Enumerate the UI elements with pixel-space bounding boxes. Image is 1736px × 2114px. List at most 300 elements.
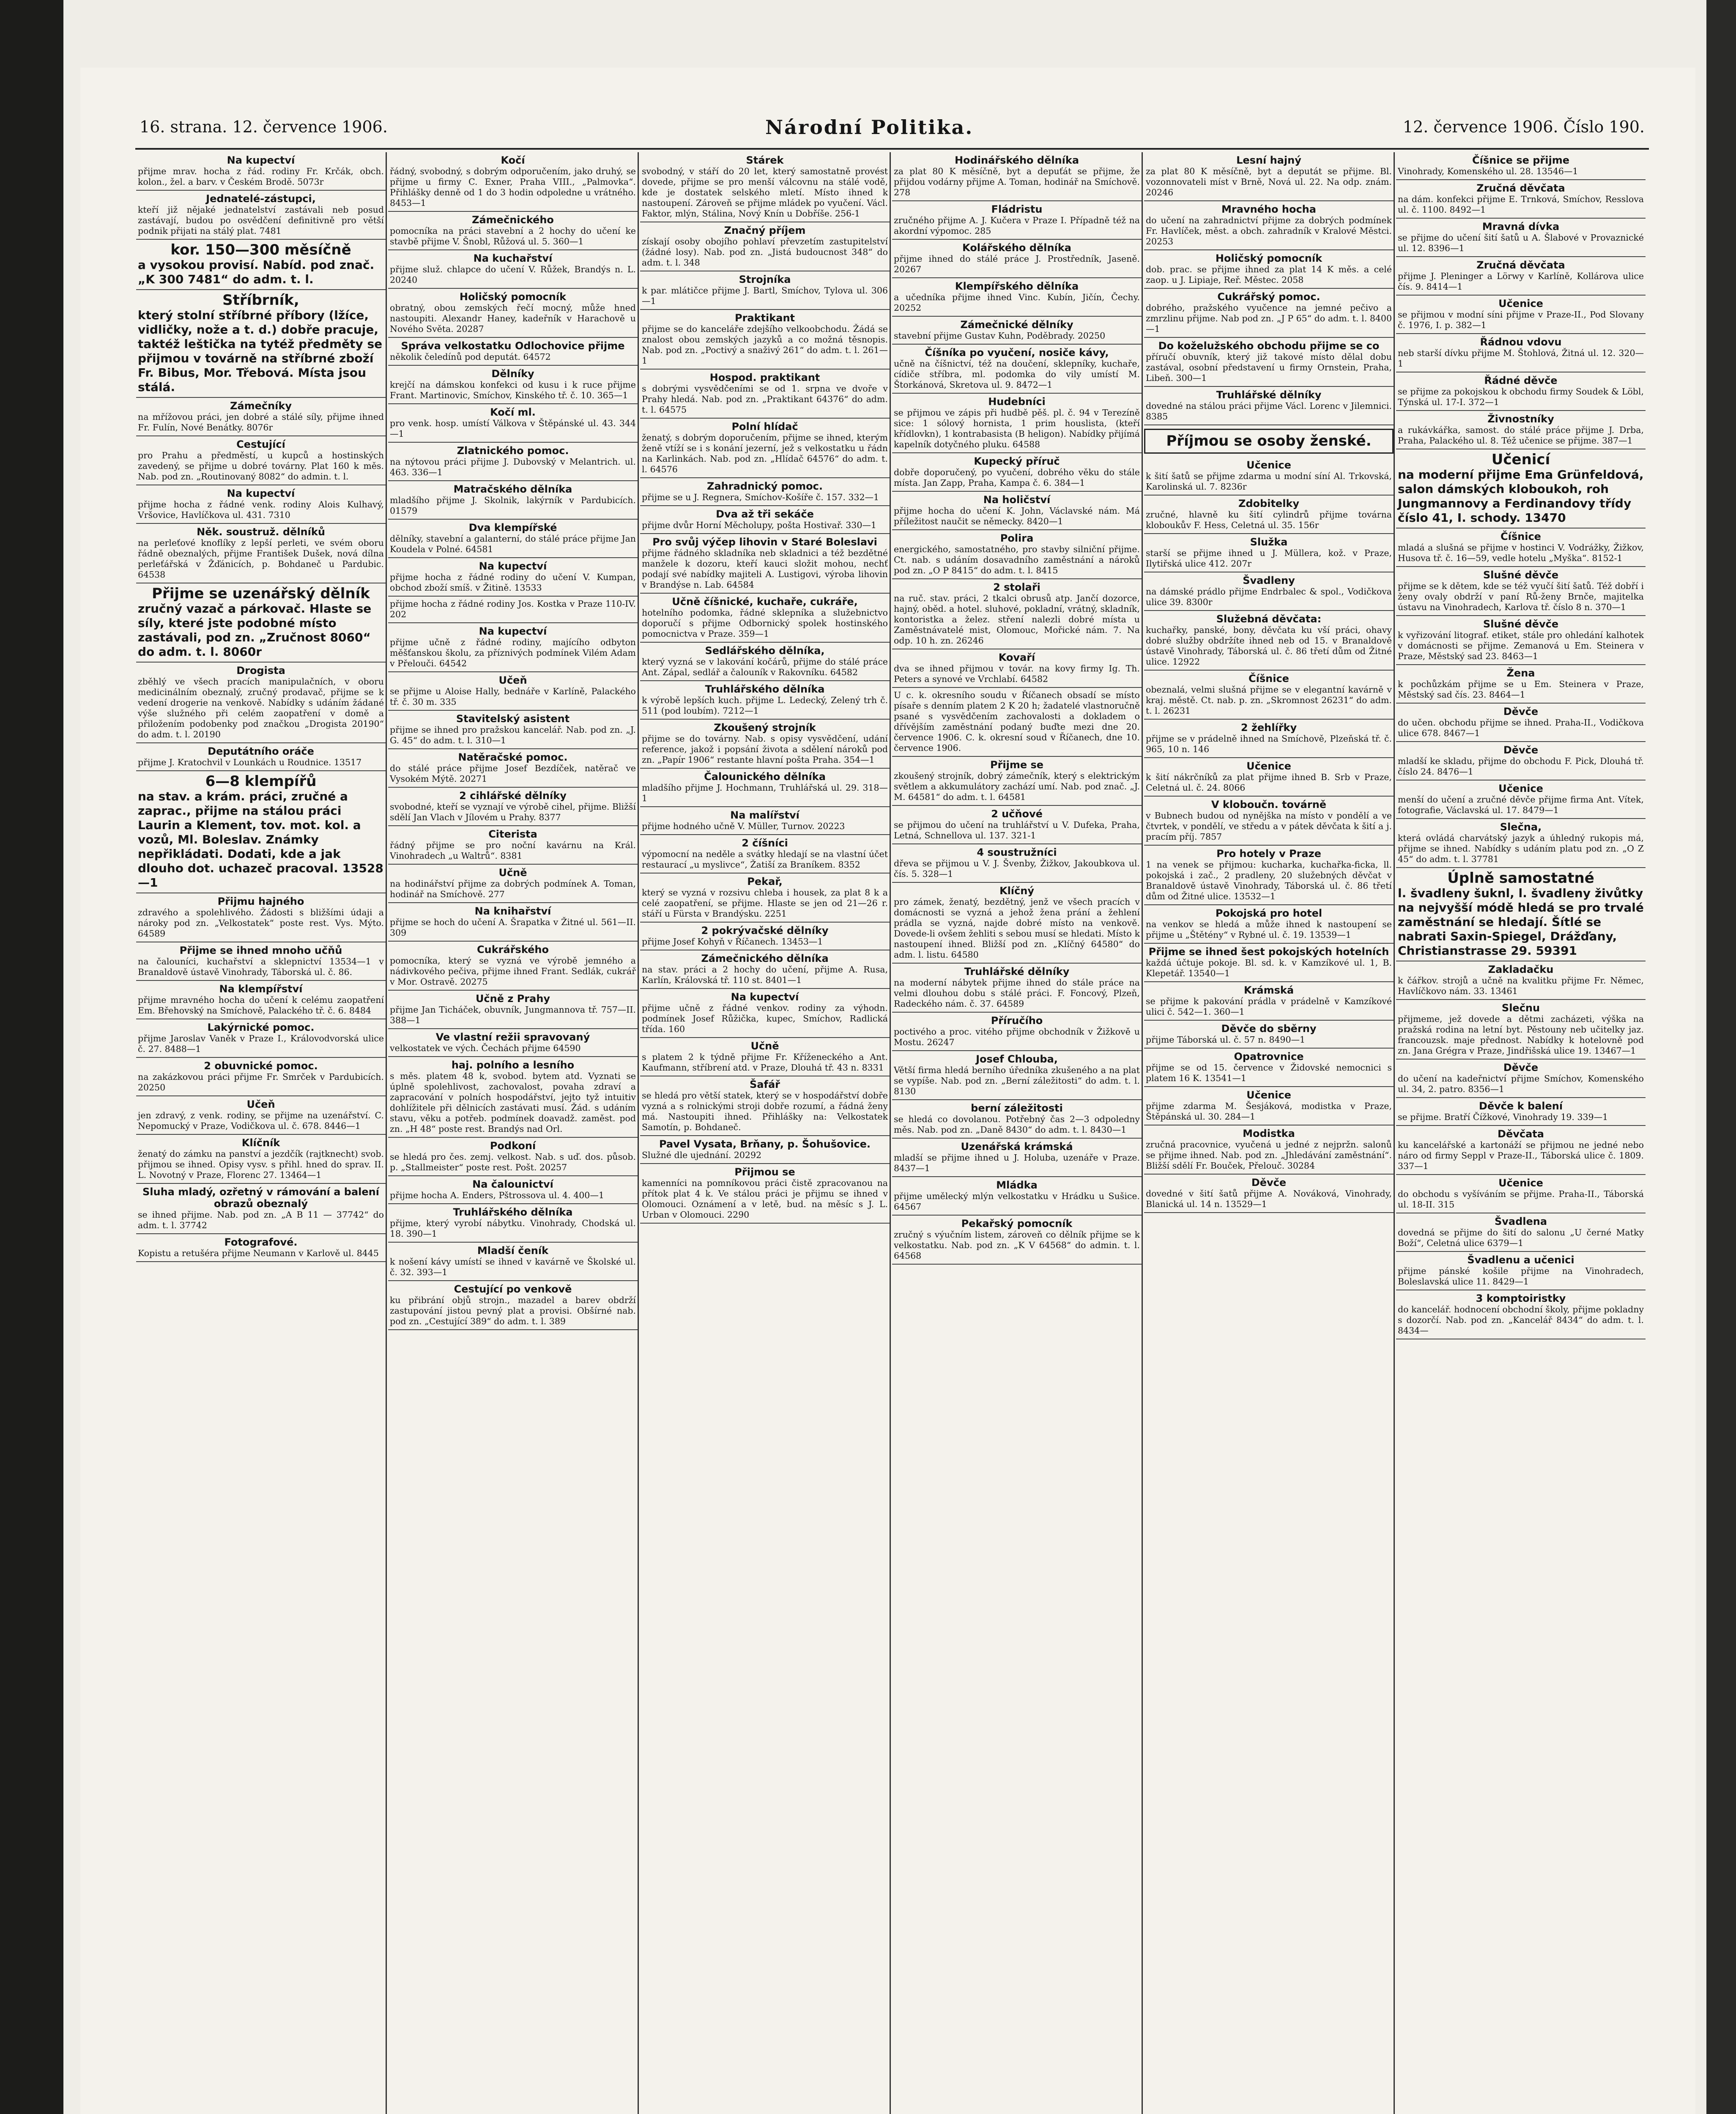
classified-ad [1144,758,1394,797]
classified-ad [1396,180,1646,219]
ad-heading: Zručná děvčata [1476,182,1565,194]
ad-heading: Klíčník [241,1137,280,1149]
ad-body: se přijmou ve zápis při hudbě pěš. pl. č. 94 v Terezíně sice: 1 sólový hornista, 1 prim houslista, (kteří křídlovkn), 1 kontrabasista (B heligon). Nabídky přijímá kapelník dotyčného pluku. 64588 [894,408,1140,449]
ad-body: přijme řádného skladníka neb skladnici a též bezdětné manžele k dozoru, kteří kauci složit mohou, nechť podají své nabídky majiteli A. Lustigovi, výroba lihovin v Brandýse n. Lab. 64584 [642,548,888,590]
ad-heading: Služka [1250,536,1288,548]
ad-heading: Polní hlídač [731,421,798,433]
ad-body: do obchodu s vyšíváním se přijme. Praha-II., Táborská ul. 18-II. 315 [1398,1189,1644,1210]
classified-ad [892,688,1142,757]
ad-body: dva se ihned přijmou v továr. na kovy firmy Ig. Th. Peters a synové ve Vrchlabí. 64582 [894,663,1140,684]
ad-body: mladšího přijme J. Hochmann, Truhlářská ul. 29. 318—1 [642,783,888,803]
ad-body: přijme Táborská ul. č. 57 n. 8490—1 [1146,1035,1306,1045]
classified-ad [136,1019,386,1058]
ad-body: k par. mlátičce přijme J. Bartl, Smíchov, Tylova ul. 306—1 [642,285,888,306]
ad-heading: Příjmou se osoby ženské. [1166,433,1372,449]
ad-heading: Na klempířství [219,983,303,995]
classified-ad [136,743,386,771]
ad-heading: 2 stolaři [993,581,1041,593]
classified-ad [640,950,890,989]
classified-ad [136,583,386,663]
classified-ad [640,534,890,594]
ad-body: přijme zdarma M. Šesjáková, modistka v Praze, Štěpánská ul. 30. 284—1 [1146,1101,1392,1122]
classified-ad [136,485,386,524]
ad-heading: Klíčný [999,885,1034,897]
classified-ad [1396,528,1646,567]
ad-body: Vinohrady, Komenského ul. 28. 13546—1 [1398,166,1578,176]
ad-heading: Děvče [1503,706,1539,717]
ad-body: kuchařky, panské, bony, děvčata ku vší práci, ohavy dobré služby obdržíte ihned neb od 15. v Branaldově ústavě Vinohrady, Táborská ul. č. 86 třetí dům od Žitné ulice. 12922 [1146,625,1392,667]
ad-heading: Pekařský pomocník [961,1218,1073,1230]
classified-ad [1396,819,1646,868]
classified-ad [388,366,638,404]
ad-heading: Služebná děvčata: [1216,613,1322,625]
ad-body: přijme mravného hocha do učení k celému zaopatření Em. Břehovský na Smíchově, Palackého tř. č. 6. 8484 [138,995,384,1016]
classified-ad [388,865,638,903]
ad-heading: Cestující [236,438,285,450]
classified-ad [640,681,890,720]
ad-body: přijme Jan Ticháček, obuvník, Jungmannova tř. 757—II. 388—1 [390,1005,636,1025]
ad-heading: Mladší čeník [477,1245,549,1257]
ad-heading: Něk. soustruž. dělníků [197,526,325,538]
ad-heading: Řádnou vdovu [1480,336,1562,348]
ad-body: se přijmou v modní síni přijme v Praze-II., Pod Slovany č. 1976, I. p. 382—1 [1398,309,1644,330]
ad-body: svobodný, v stáří do 20 let, který samostatně provést dovede, přijme se pro menší válcovnu na stálé vodě, kde je dostatek selského mletí. Místo ihned k nastoupení. Zároveň se přijme mládek po vyučení. Václ. Faktor, mlýn, Stálina, Nový Knín u Dobříše. 256-1 [642,166,888,219]
ad-body: přijme hocha z řádné venk. rodiny Alois Kulhavý, Vršovice, Havlíčkova ul. 431. 7310 [138,499,384,520]
ad-body: přijme učně z řádné rodiny, majícího odbyton měšťanskou školu, za příznivých podmínek Vilém Adam v Přelouči. 64542 [390,637,636,668]
ad-body: se přijme do učení šití šatů u A. Šlabové v Provaznické ul. 12. 8396—1 [1398,233,1644,253]
classified-ad [1144,846,1394,905]
classified-ad [388,942,638,991]
ad-heading: Deputátního oráče [208,745,314,757]
ad-heading: Zámečnického dělníka [701,953,829,964]
ad-body: k výrobě lepších kuch. přijme L. Ledecký, Zelený trh č. 511 (pod loubím). 7212—1 [642,695,888,716]
ad-body: na mřížovou práci, jen dobré a stálé síly, přijme ihned Fr. Fulín, Nové Benátky. 8076r [138,412,384,433]
ad-heading: Číšnice se přijme [1472,154,1569,166]
ad-body: dobrého, pražského vyučence na jemné pečivo a zmrzlinu přijme. Nab pod zn. „J P 65“ do adm. t. l. 8400—1 [1146,303,1392,334]
classified-ad [136,893,386,942]
classified-ad [1144,982,1394,1021]
classified-ad [388,404,638,443]
ad-heading: Dva až tři sekáče [716,508,814,520]
ad-body: učně na číšnictví, též na doučení, sklepníky, kuchaře, cídiče stříbra, ml. podomka do vily umístí M. Štorkánová, Skretova ul. 9. 8472—1 [894,359,1140,390]
ad-body: přijme hocha z řádné rodiny Jos. Kostka v Praze 110-IV. 202 [390,599,636,619]
classified-ad [388,443,638,481]
ad-body: k vyřizování litograf. etiket, stále pro ohledání kalhotek v domácnosti se přijme. Zemanová u Em. Steinera v Praze, Městský sad 23. 8463—1 [1398,630,1644,661]
ad-body: mladšího přijme J. Skolnik, lakýrník v Pardubicích. 01579 [390,495,636,516]
ad-heading: Modistka [1243,1128,1295,1139]
ad-heading: Přijmou se [734,1166,795,1178]
ad-heading: Pro hotely v Praze [1216,848,1321,860]
ad-heading: Truhlářského dělníka [453,1206,573,1218]
ad-heading: Děvče k balení [1479,1100,1563,1112]
ad-body: dovedné v šití šatů přijme A. Nováková, Vinohrady, Blanická ul. 14 n. 13529—1 [1146,1188,1392,1209]
classified-ad [388,1176,638,1204]
ad-body: řádný, svobodný, s dobrým odporučením, jako druhý, se přijme u firmy C. Exner, Praha VIII., „Palmovka“. Přihlášky denně od 1 do 3 hodin odpoledne u vrátného. 8453—1 [390,166,636,208]
classified-ad [136,524,386,583]
ad-body: přijme pánské košile přijme na Vinohradech, Boleslavská ulice 11. 8429—1 [1398,1266,1644,1287]
classified-ad [640,1164,890,1224]
ad-body: a učedníka přijme ihned Vinc. Kubín, Jičín, Čechy. 20252 [894,292,1140,313]
ad-heading: Učenice [1498,1177,1543,1189]
classified-ad [388,250,638,289]
classified-ad [892,317,1142,345]
ad-heading: Kovaří [998,652,1035,663]
classified-ad [136,436,386,485]
classified-ad [1144,496,1394,534]
ad-heading: Učenice [1246,459,1291,471]
page-edge-right [1706,0,1736,2114]
ad-body: výpomocní na neděle a svátky hledají se na vlastní účet restaurací „u myslivce“, Žatiší za Braníkem. 8352 [642,849,888,870]
ad-body: příručí obuvník, který již takové místo dělal dobu zastával, osobní představení u firmy Ornstein, Praha, Libeň. 300—1 [1146,352,1392,383]
classified-ad [1396,411,1646,449]
ad-heading: Truhlářské dělníky [1216,389,1322,401]
ad-heading: Učenicí [1491,451,1550,468]
column-rule [1142,152,1143,2114]
ad-heading: Uzenářská krámská [961,1141,1073,1153]
ad-body: na moderní přijme Ema Grünfeldová, salon dámských kloboukoh, roh Jungmannovy a Ferdinandovy třídy číslo 41, I. schody. 13470 [1398,468,1644,525]
classified-ad [1144,534,1394,572]
ad-heading: Správa velkostatku Odlochovice přijme [401,340,625,352]
newspaper-title: Národní Politika. [765,116,974,139]
ad-heading: Strojníka [739,274,791,285]
ad-body: na dám. konfekci přijme E. Trnková, Smíchov, Resslova ul. č. 1100. 8492—1 [1398,194,1644,215]
classified-ad [388,991,638,1029]
ad-heading: Slušné děvče [1483,618,1559,630]
ad-body: na venkov se hledá a může ihned k nastoupení se přijme u „Štětény“ v Rybné ul. č. 19. 13539—1 [1146,919,1392,940]
ad-body: pro zámek, ženatý, bezdětný, jenž ve všech pracích v domácnosti se vyzná a jehož žena prání a žehlení prádla se vyzná, najde dobré místo na venkově. Dovede-li ovšem žehliti s sebou musí se hledati. Místo k nastoupení ihned. Bližší pod zn. „Klíčný 64580“ do adm. l. listu. 64580 [894,897,1140,960]
ad-heading: Učeň [246,1098,275,1110]
ad-body: mladá a slušná se přijme v hostinci V. Vodrážky, Žižkov, Husova tř. č. 16—59, vedle hotelu „Myška“. 8152-1 [1398,542,1644,563]
ad-heading: Učně [498,867,527,879]
ad-body: na perleťové knoflíky z lepší perleti, ve svém oboru řádně obeznalých, přijme František Dušek, nová dílna perleťářská v Žďánicích, p. Bohdaneč u Pardubic. 64538 [138,538,384,580]
ad-body: přijme se do továrny. Nab. s opisy vysvědčení, udání reference, jakož i popsání života a sdělení nároků pod zn. „Papír 1906“ restante hlavní pošta Praha. 354—1 [642,734,888,765]
classified-ad [640,643,890,681]
ad-heading: Hodinářského dělníka [954,154,1079,166]
ad-body: který stolní stříbrné příbory (lžíce, vidličky, nože a t. d.) dobře pracuje, taktéž leštička na tytéž předměty se přijmou v továrně na stříbrné zboží Fr. Bibus, Mor. Třebová. Místa jsou stálá. [138,308,383,394]
ad-heading: Holičský pomocník [459,291,567,303]
ad-heading: Slečna, [1500,821,1542,833]
column-2 [388,152,638,2114]
ad-heading: 2 obuvnické pomoc. [204,1060,318,1072]
ad-heading: Na holičství [983,494,1051,506]
ad-body: 1 na venek se přijmou: kucharka, kuchařka-ficka, ll. pokojská i zač., 2 pradleny, 20 služebných děvčat v Branaldově ústavě Vinohrady, Táborská ul. č. 86 třetí dům od Žitné ulice. 13532—1 [1146,860,1392,901]
ad-body: do učen. obchodu přijme se ihned. Praha-II., Vodičkova ulice 678. 8467—1 [1398,717,1644,738]
header-page-date: 16. strana. 12. července 1906. [140,118,388,136]
classified-ad [1396,296,1646,334]
classified-ad [1144,611,1394,671]
classified-ad [136,1058,386,1096]
classified-ad [1396,1126,1646,1175]
ad-body: přijme se hoch do učení A. Šrapatka v Žitné ul. 561—II. 309 [390,917,636,938]
classified-ad [388,481,638,520]
classified-ad [388,788,638,826]
classified-ad [640,222,890,271]
ad-body: přijme J. Kratochvil v Lounkách u Roudnice. 13517 [138,757,362,767]
ad-body: kteří již nějaké jednatelství zastávali neb posud zastávají, budou po osvědčení definitivně pro větší podnik přijati na stálý plat. 7481 [138,205,384,236]
ad-heading: Učenice [1246,1089,1291,1101]
ad-heading: Fotografové. [224,1236,298,1248]
classified-ad [388,152,638,212]
ad-body: přijme hodného učně V. Müller, Turnov. 20223 [642,821,845,831]
classified-ad [640,506,890,534]
ad-body: zdravého a spolehlivého. Žádosti s bližšími údaji a nároky pod zn. „Velkostatek“ poste rest. Vys. Mýto. 64589 [138,907,384,939]
ad-heading: Mravná dívka [1482,221,1560,233]
classified-ad [1144,250,1394,289]
ad-heading: Sedlářského dělníka, [705,645,825,657]
ad-heading: Učně číšnické, kuchaře, cukráře, [672,596,858,608]
ad-body: přijme učně z řádné venkov. rodiny za výhodn. podmínek Josef Růžička, kupec, Smíchov, Radlická třída. 160 [642,1003,888,1034]
ad-heading: Slečnu [1501,1002,1540,1014]
ad-heading: Mládka [996,1179,1038,1191]
ad-body: přijme Jaroslav Vaněk v Praze I., Královodvorská ulice č. 27. 8488—1 [138,1033,384,1054]
ad-body: dovedné na stálou práci přijme Václ. Lorenc v Jilemnici. 8385 [1146,401,1392,422]
classified-ad [388,711,638,749]
classified-ad [892,1100,1142,1139]
ad-heading: Kupecký příruč [974,455,1060,467]
ad-heading: Pokojská pro hotel [1215,907,1323,919]
ad-body: pro venk. hosp. umístí Válkova v Štěpánské ul. 43. 344—1 [390,418,636,439]
ad-heading: Jednatelé-zástupci, [206,193,316,205]
classified-ad [1396,665,1646,704]
ad-body: pomocníka, který se vyzná ve výrobě jemného a nádivkového pečiva, přijme ihned Frant. Sedlák, cukrář v Mor. Ostravě. 20275 [390,956,636,987]
ad-body: se ihned přijme. Nab. pod zn. „A B 11 — 37742“ do adm. t. l. 37742 [138,1210,384,1230]
ad-body: se hledá co dovolanou. Potřebný čas 2—3 odpoledny měs. Nab. pod zn. „Daně 8430“ do adm. t. l. 8430—1 [894,1114,1140,1135]
ad-heading: Na čalounictví [472,1178,553,1190]
ad-body: dřeva se přijmou u V. J. Švenby, Žižkov, Jakoubkova ul. čís. 5. 328—1 [894,858,1140,879]
column-6 [1396,152,1646,2114]
classified-ad [640,835,890,874]
ad-heading: Dva klempířské [468,522,557,534]
classified-ad [136,398,386,436]
ad-body: jen zdravý, z venk. rodiny, se přijme na uzenářství. C. Nepomucký v Praze, Vodičkova ul. č. 678. 8446—1 [138,1110,384,1131]
classified-ad [388,826,638,865]
ad-body: Služné dle ujednání. 20292 [642,1150,762,1160]
classified-ad [640,419,890,478]
ad-body: přijme umělecký mlýn velkostatku v Hrádku u Sušice. 64567 [894,1191,1140,1212]
ad-body: pro Prahu a předměstí, u kupců a hostinských zavedený, se přijme u dobré továrny. Plat 160 k měs. Nab. pod zn. „Routinovaný 8082“ do admin. t. l. [138,450,384,482]
ad-heading: Ve vlastní režii spravovaný [435,1031,590,1043]
ad-heading: haj. polního a lesního [451,1059,575,1071]
ad-heading: Truhlářské dělníky [964,966,1070,978]
classified-ad [136,942,386,981]
classified-ad [1144,720,1394,758]
ad-body: přijme J. Pleninger a Lörwy v Karlíně, Kollárova ulice čís. 9. 8414—1 [1398,271,1644,292]
classified-ad [388,520,638,558]
ad-body: na moderní nábytek přijme ihned do stále práce na velmi dlouhou dobu s stálé práci. F. Foncový, Plzeň, Radeckého nám. č. 37. 64589 [894,978,1140,1009]
ad-body: zběhlý ve všech pracích manipulačních, v oboru medicinálním obeznalý, zručný prodavač, přijme se k vedení drogerie na venkově. Nabídky s udáním žádané výše služného při celém zaopatření v domě a přiložením podobenky pod značkou „Drogista 20190“ do adm. t. l. 20190 [138,676,384,739]
ad-body: na stav. a krám. práci, zručné a zaprac., přijme na stálou práci Laurin a Klement, tov. mot. kol. a vozů, Ml. Boleslav. Známky nepřikládati. Dodati, kde a jak dlouho dot. uchazeč pracoval. 13528—1 [138,789,383,890]
classified-ad [640,874,890,923]
ad-body: přijme se v prádelně ihned na Smíchově, Plzeňská tř. č. 965, 10 n. 146 [1146,734,1392,754]
ad-body: přijme hocha z řádné rodiny do učení V. Kumpan, obchod zboží smíš. v Žitině. 13533 [390,572,636,593]
ad-body: do učení na kadeřnictví přijme Smíchov, Komenského ul. 34, 2. patro. 8356—1 [1398,1073,1644,1094]
ad-body: k šití šatů se přijme zdarma u modní síní Al. Trkovská, Karolinská ul. 7. 8236r [1146,471,1392,492]
ad-body: s dobrými vysvědčeními se od 1. srpna ve dvoře v Prahy hledá. Nab. pod zn. „Praktikant 64376“ do adm. t. l. 64575 [642,383,888,415]
ad-body: ženatý do zámku na panství a jezdčík (rajtknecht) svob. přijmou se ihned. Opisy vysv. s přihl. hned do sprav. II. L. Novotný v Praze, Florenc 27. 13464—1 [138,1149,384,1180]
ad-heading: Na kupectví [227,487,295,499]
ad-body: Větší firma hledá berního úředníka zkušeného a na plat se vypíše. Nab. pod zn. „Berní záležitosti“ do adm. t. l. 8130 [894,1065,1140,1096]
ad-heading: Švadlenu a učenici [1467,1254,1574,1266]
ad-heading: Zámečnické dělníky [960,319,1073,331]
classified-ad [640,478,890,506]
classified-ad [388,903,638,942]
ad-body: stavební přijme Gustav Kuhn, Poděbrady. 20250 [894,331,1106,341]
ad-heading: Klempířského dělníka [955,280,1079,292]
ad-heading: Číšnice [1249,673,1289,685]
ad-body: zručný vazač a párkovač. Hlaste se síly, které jste podobné místo zastávali, pod zn. „Zručnost 8060“ do adm. t. l. 8060r [138,602,372,659]
ad-body: na hodinářství přijme za dobrých podmínek A. Toman, hodinář na Smíchově. 277 [390,879,636,899]
classified-ad [640,989,890,1038]
ad-heading: Úplně samostatné [1447,870,1594,887]
ad-body: přijme se ihned pro pražskou kancelář. Nab. pod zn. „J. G. 45“ do adm. t. l. 310—1 [390,725,636,745]
ad-body: na čalouníci, kuchařství a sklepnictví 13534—1 v Branaldově ústavě Vinohrady, Táborská ul. č. 86. [138,956,384,977]
ad-body: každá účtuje pokoje. Bl. sd. k. v Kamzíkové ul. 1, B. Klepetář. 13540—1 [1146,958,1392,978]
column-1 [136,152,386,2114]
ad-heading: Kolářského dělníka [962,242,1071,254]
classified-ad [388,1281,638,1330]
classified-ad [136,1234,386,1262]
ad-heading: Živnostníky [1487,413,1554,425]
classified-ad [1396,1252,1646,1290]
ad-body: se přijme k pakování prádla v prádelně v Kamzíkové ulici č. 542—1. 360—1 [1146,996,1392,1017]
classified-ad [136,290,386,398]
ad-heading: V kloboučn. továrně [1211,799,1327,811]
ad-body: na zakázkovou práci přijme Fr. Smrček v Pardubicích. 20250 [138,1072,384,1093]
ad-heading: Lesní hajný [1236,154,1301,166]
ad-body: poctivého a proc. vitého přijme obchodník v Žižkově u Mostu. 26247 [894,1027,1140,1047]
classified-ad [1396,1000,1646,1060]
ad-heading: Slušné děvče [1483,569,1559,581]
ad-heading: Stárek [746,154,784,166]
classified-ad [136,981,386,1019]
ad-heading: Čalounického dělníka [704,771,826,783]
classified-ad [640,1038,890,1076]
ad-heading: Pavel Vysata, Brňany, p. Šohušovice. [659,1138,871,1150]
classified-ad [892,492,1142,530]
ad-body: přijme služ. chlapce do učení V. Růžek, Brandýs n. L. 20240 [390,264,636,285]
ad-heading: Hospod. praktikant [709,372,820,383]
classified-ad [1396,704,1646,742]
classified-ad [892,345,1142,394]
ad-heading: Přijme se uzenářský dělník [152,585,370,602]
ad-heading: Číšnice [1501,531,1541,542]
classified-ad [1144,671,1394,720]
classified-ad [892,1139,1142,1177]
ad-heading: Na malířství [730,809,800,821]
ad-body: se přijmou do učení na truhlářství u V. Dufeka, Praha, Letná, Schnellova ul. 137. 321-1 [894,820,1140,841]
ad-heading: Kočí ml. [490,406,536,418]
ad-heading: Na knihařství [474,905,551,917]
classified-ad [892,240,1142,278]
ad-body: přijme dvůr Horní Měcholupy, pošta Hostivař. 330—1 [642,520,876,530]
classified-ad [388,597,638,623]
column-5 [1144,152,1394,2114]
ad-body: kamenníci na pomníkovou práci čistě zpracovanou na přítok plat 4 k. Ve stálou práci je přijmu se ihned v Olomouci. Oznámení a v letě, bud. na měsíc s J. L. Urban v Olomouci. 2290 [642,1178,888,1220]
ad-heading: Děvče do sběrny [1221,1023,1317,1035]
classified-ad [892,1177,1142,1216]
ad-body: s platem 2 k týdně přijme Fr. Kříženeckého a Ant. Kaufmann, stříbrení atd. v Praze, Dlouhá tř. 43 n. 8331 [642,1052,888,1073]
ad-heading: Přijmu hajného [217,895,304,907]
ad-heading: Učenice [1498,783,1543,794]
ad-body: ženatý, s dobrým doporučením, přijme se ihned, kterým ženě vtíží se i s konání jezerní, jež s velkostatku u řádn na Karlinkách. Nab. pod zn. „Hlídač 64576“ do adm. t. l. 64576 [642,433,888,474]
ad-body: přijmeme, jež dovede a dětmi zacházeti, výška na pražská rodina na letní byt. Pěstouny neb učitelky jaz. francouzsk. maje přednost. Nabídky k hotelovně pod zn. Jana Grégra v Praze, Jindřišská ulice 19. 13467—1 [1398,1014,1644,1056]
ad-heading: Na kupectví [731,991,799,1003]
ad-body: pomocníka na práci stavební a 2 hochy do učení ke stavbě přijme V. Šnobl, Růžová ul. 5. 360—1 [390,226,636,246]
ad-body: Kopistu a retušéra přijme Neumann v Karlově ul. 8445 [138,1248,379,1258]
classified-ad [388,1204,638,1243]
ad-body: k čářkov. strojů a učně na kvalitku přijme Fr. Němec, Havlíčkovo nám. 33. 13461 [1398,975,1644,996]
ad-heading: Děvčata [1498,1128,1544,1140]
ad-body: a rukávkářka, samost. do stálé práce přijme J. Drba, Praha, Palackého ul. 8. Též učenice se přijme. 387—1 [1398,425,1644,446]
ad-body: přijme, který vyrobí nábytku. Vinohrady, Chodská ul. 18. 390—1 [390,1218,636,1239]
ad-heading: Číšníka po vyučení, nosiče kávy, [925,347,1109,359]
ad-heading: 2 učňové [991,808,1043,820]
classified-ad [1144,905,1394,944]
ad-heading: Na kupectví [227,154,295,166]
ad-body: svobodné, kteří se vyznají ve výrobě cihel, přijme. Bližší sdělí Jan Vlach v Jílovém u Prahy. 8377 [390,802,636,822]
classified-ad [892,806,1142,844]
ad-heading: Stříbrník, [222,292,299,309]
classified-ad [892,579,1142,649]
ad-body: energického, samostatného, pro stavby silniční přijme. Ct. nab. s udáním dosavadního zaměstnání a nároků pod zn. „O P 8415“ do adm. t. l. 8415 [894,544,1140,575]
classified-ad [892,453,1142,492]
classified-ad [1396,1060,1646,1098]
classified-ad [1396,219,1646,257]
ad-body: starší se přijme ihned u J. Müllera, kož. v Praze, Ilytiřská ulice 412. 207r [1146,548,1392,569]
ad-heading: 6—8 klempířů [205,773,317,790]
classified-ad [1396,742,1646,780]
ad-heading: Mravného hocha [1221,203,1316,215]
ad-body: dovedná se přijme do šití do salonu „U černé Matky Boží“, Celetná ulice 6379—1 [1398,1227,1644,1248]
ad-body: obratný, obou zemských řečí mocný, může hned nastoupiti. Alexandr Haney, kadeřník v Harachově u Nového Světa. 20287 [390,303,636,334]
classified-ad [388,1138,638,1176]
ad-heading: Učně z Prahy [475,993,550,1005]
column-rule [1394,152,1395,2114]
ad-heading: 4 soustružníci [977,846,1057,858]
classified-ad [1144,1049,1394,1087]
classified-ad [1396,372,1646,411]
ad-heading: Natěračské pomoc. [458,751,568,763]
page-header [140,118,1645,143]
ad-body: přijme mrav. hocha z řád. rodiny Fr. Krčák, obch. kolon., žel. a barv. v Českém Brodě. 5073r [138,166,384,187]
ad-body: do stálé práce přijme Josef Bezdíček, natěrač ve Vysokém Mýtě. 20271 [390,763,636,784]
classified-ad [388,1057,638,1138]
ad-body: který se vyzná v rozsivu chleba i housek, za plat 8 k a celé zaopatření, se přijme. Hlaste se jen od 21—26 r. stáří u Fürsta v Brandýsku. 2251 [642,887,888,919]
classified-ad [892,649,1142,688]
ad-body: za plat 80 K měsíčně, byt a depuťát se přijme, že přijdou vodárny přijme A. Toman, hodinář na Smíchově. 278 [894,166,1140,197]
ad-body: řádný přijme se pro noční kavárnu na Král. Vinohradech „u Waltrů“. 8381 [390,840,636,861]
column-rule [890,152,891,2114]
classified-ad [1144,387,1394,425]
classified-ad [640,271,890,310]
ad-body: na nýtovou práci přijme J. Dubovský v Melantrich. ul. 463. 336—1 [390,457,636,477]
ad-body: ku přibrání objů strojn., mazadel a barev obdrží zastupování jistou pevný plat a provisi. Obšírné nab. pod zn. „Cestující 389“ do adm. t. l. 389 [390,1295,636,1326]
ad-heading: Šafář [750,1079,780,1090]
classified-ad [136,152,386,191]
classified-ad [388,289,638,338]
ad-body: dob. prac. se přijme ihned za plat 14 K měs. a celé zaop. u J. Lipiaje, Reř. Městec. 2058 [1146,264,1392,285]
classified-ad [1144,338,1394,387]
ad-body: U c. k. okresního soudu v Říčanech obsadí se místo písaře s denním platem 2 K 20 h; žadatelé vlastnoručně psané s vysvědčením zachovalosti a dokladem o dřívějším zaměstnání podaný buďte mezi dne 20. července 1906. C. k. okresní soud v Říčanech, dne 10. července 1906. [894,690,1140,753]
classified-ad [1144,152,1394,201]
classified-ad [892,1051,1142,1100]
ad-heading: Lakýrnické pomoc. [207,1021,315,1033]
ad-body: v Bubnech budou od nynějška na místo v pondělí a ve čtvrtek, v pondělí, ve středu a v pátek děvčata k šití a j. pracím příj. 7857 [1146,811,1392,842]
classified-ad [640,923,890,950]
ad-body: krejčí na dámskou konfekci od kusu i k ruce přijme Frant. Martinovic, Smíchov, Kinského tř. č. 10. 365—1 [390,380,636,400]
ad-heading: Švadleny [1243,575,1295,586]
ad-heading: Polira [1000,532,1034,544]
